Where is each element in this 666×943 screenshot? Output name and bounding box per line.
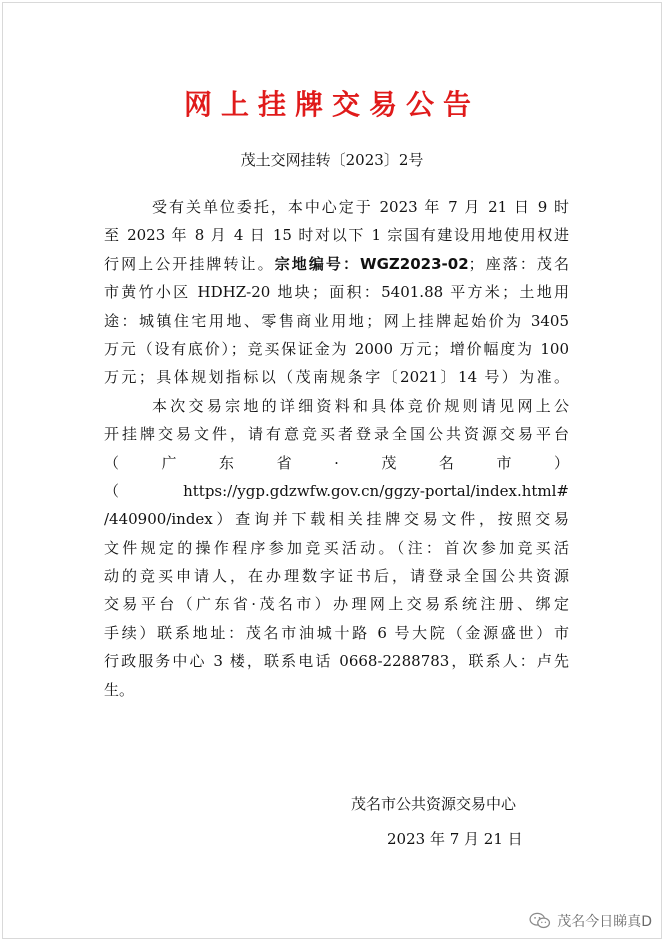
announcement-body — [104, 193, 569, 704]
body-line-5: 途：城镇住宅用地、零售商业用地；网上挂牌起始价为 3405 — [104, 311, 569, 330]
issue-date: 2023 年 7 月 21 日 — [387, 830, 523, 848]
body-line-17: 行政服务中心 3 楼，联系电话 0668-2288783，联系人：卢先 — [104, 652, 569, 671]
body-line-7: 万元；具体规划指标以（茂南规条字〔2021〕14 号）为准。 — [104, 368, 569, 387]
url-line-2: /440900/index）查询并下载相关挂牌交易文件，按照交易 — [104, 510, 569, 529]
body-line-8: 本次交易宗地的详细资料和具体竞价规则请见网上公 — [152, 396, 569, 415]
body-line-18: 生。 — [104, 680, 135, 699]
wechat-icon — [529, 912, 551, 930]
body-line-10: （广东省·茂名市） — [104, 453, 569, 472]
url-line-1: （https://ygp.gdzwfw.gov.cn/ggzy-portal/index.html# — [104, 481, 569, 500]
parcel-number: 宗地编号：WGZ2023-02 — [274, 254, 469, 273]
body-line-9: 开挂牌交易文件，请有意竞买者登录全国公共资源交易平台 — [104, 425, 569, 444]
body-line-13: 文件规定的操作程序参加竞买活动。（注：首次参加竞买活 — [104, 538, 569, 557]
watermark — [529, 911, 652, 931]
body-line-16: 手续）联系地址：茂名市油城十路 6 号大院（金源盛世）市 — [104, 623, 569, 642]
body-line-14: 动的竞买申请人，在办理数字证书后，请登录全国公共资源 — [104, 567, 569, 586]
body-line-4: 市黄竹小区 HDHZ-20 地块；面积：5401.88 平方米；土地用 — [104, 283, 569, 302]
body-line-3-b: ；座落：茂名 — [468, 254, 569, 273]
signature: 茂名市公共资源交易中心 — [351, 795, 517, 813]
body-line-6: 万元（设有底价）；竞买保证金为 2000 万元；增价幅度为 100 — [104, 339, 569, 358]
body-line-1: 受有关单位委托，本中心定于 2023 年 7 月 21 日 9 时 — [152, 198, 569, 216]
page-title: 网上挂牌交易公告 — [183, 88, 480, 121]
document-page — [2, 2, 662, 939]
document-number: 茂土交网挂转〔2023〕2号 — [240, 151, 424, 169]
body-line-3 — [104, 250, 569, 278]
watermark-text: 茂名今日睇真D — [557, 914, 652, 930]
body-line-3-a: 行网上公开挂牌转让。 — [104, 254, 275, 273]
body-line-2: 至 2023 年 8 月 4 日 15 时对以下 1 宗国有建设用地使用权进 — [104, 226, 569, 245]
body-line-15: 交易平台（广东省·茂名市）办理网上交易系统注册、绑定 — [104, 595, 569, 614]
